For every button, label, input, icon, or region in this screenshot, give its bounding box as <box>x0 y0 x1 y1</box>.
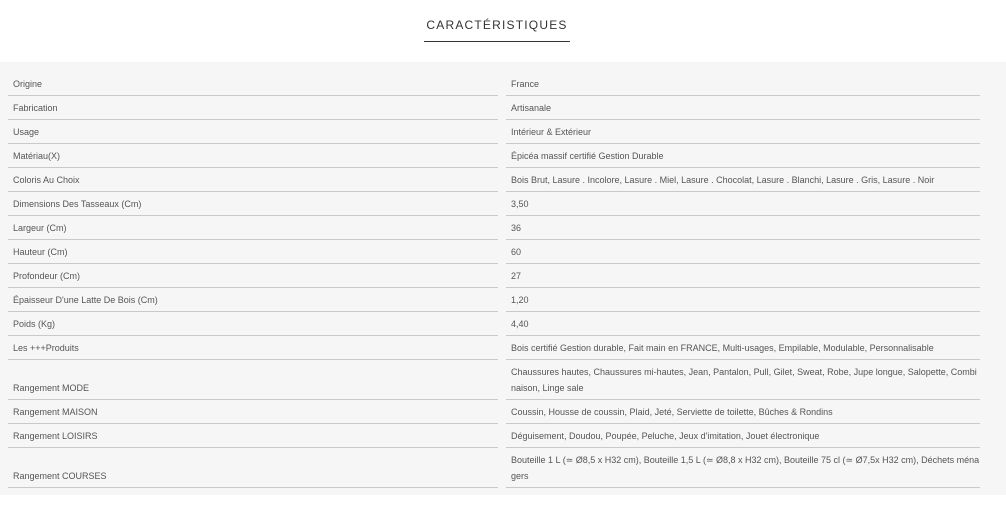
table-row <box>8 72 980 96</box>
spec-label: Épaisseur D'une Latte De Bois (Cm) <box>8 288 498 312</box>
spec-label: Rangement MAISON <box>8 400 498 424</box>
spec-label: Largeur (Cm) <box>8 216 498 240</box>
spec-value: Bois Brut, Lasure . Incolore, Lasure . Miel, Lasure . Chocolat, Lasure . Blanchi, Lasure . Gris, Lasure . Noir <box>506 168 980 192</box>
spec-value: Bois certifié Gestion durable, Fait main en FRANCE, Multi-usages, Empilable, Modulable, Personnalisable <box>506 336 980 360</box>
table-row <box>8 264 980 288</box>
spec-value: Intérieur & Extérieur <box>506 120 980 144</box>
spec-value: Bouteille 1 L (≃ Ø8,5 x H32 cm), Bouteille 1,5 L (≃ Ø8,8 x H32 cm), Bouteille 75 cl (≃ Ø7,5x H32 cm), Déchets ménagers <box>506 448 980 488</box>
spec-label: Dimensions Des Tasseaux (Cm) <box>8 192 498 216</box>
spec-label: Poids (Kg) <box>8 312 498 336</box>
spec-label: Origine <box>8 72 498 96</box>
spec-value: 27 <box>506 264 980 288</box>
section-header <box>424 0 570 42</box>
table-row <box>8 144 980 168</box>
table-row <box>8 240 980 264</box>
spec-value: 60 <box>506 240 980 264</box>
spec-label: Matériau(X) <box>8 144 498 168</box>
spec-label: Rangement LOISIRS <box>8 424 498 448</box>
spec-value: Artisanale <box>506 96 980 120</box>
spec-value: Chaussures hautes, Chaussures mi-hautes, Jean, Pantalon, Pull, Gilet, Sweat, Robe, Jupe longue, Salopette, Combinaison, Linge sale <box>506 360 980 400</box>
specifications-panel <box>0 62 1006 495</box>
spec-value: 36 <box>506 216 980 240</box>
spec-value: Épicéa massif certifié Gestion Durable <box>506 144 980 168</box>
spec-label: Usage <box>8 120 498 144</box>
spec-value: Coussin, Housse de coussin, Plaid, Jeté, Serviette de toilette, Bûches & Rondins <box>506 400 980 424</box>
table-row <box>8 448 980 488</box>
spec-value: 4,40 <box>506 312 980 336</box>
table-row <box>8 288 980 312</box>
spec-value: Déguisement, Doudou, Poupée, Peluche, Jeux d'imitation, Jouet électronique <box>506 424 980 448</box>
specifications-table <box>8 72 980 488</box>
spec-value: 3,50 <box>506 192 980 216</box>
spec-label: Fabrication <box>8 96 498 120</box>
table-row <box>8 216 980 240</box>
spec-label: Coloris Au Choix <box>8 168 498 192</box>
spec-label: Hauteur (Cm) <box>8 240 498 264</box>
spec-label: Profondeur (Cm) <box>8 264 498 288</box>
table-row <box>8 360 980 400</box>
spec-value: France <box>506 72 980 96</box>
spec-label: Rangement MODE <box>8 360 498 400</box>
table-row <box>8 312 980 336</box>
section-title: CARACTÉRISTIQUES <box>426 18 568 32</box>
spec-label: Rangement COURSES <box>8 448 498 488</box>
table-row <box>8 336 980 360</box>
table-row <box>8 168 980 192</box>
table-row <box>8 400 980 424</box>
table-row <box>8 96 980 120</box>
spec-label: Les +++Produits <box>8 336 498 360</box>
table-row <box>8 424 980 448</box>
spec-value: 1,20 <box>506 288 980 312</box>
table-row <box>8 120 980 144</box>
table-row <box>8 192 980 216</box>
